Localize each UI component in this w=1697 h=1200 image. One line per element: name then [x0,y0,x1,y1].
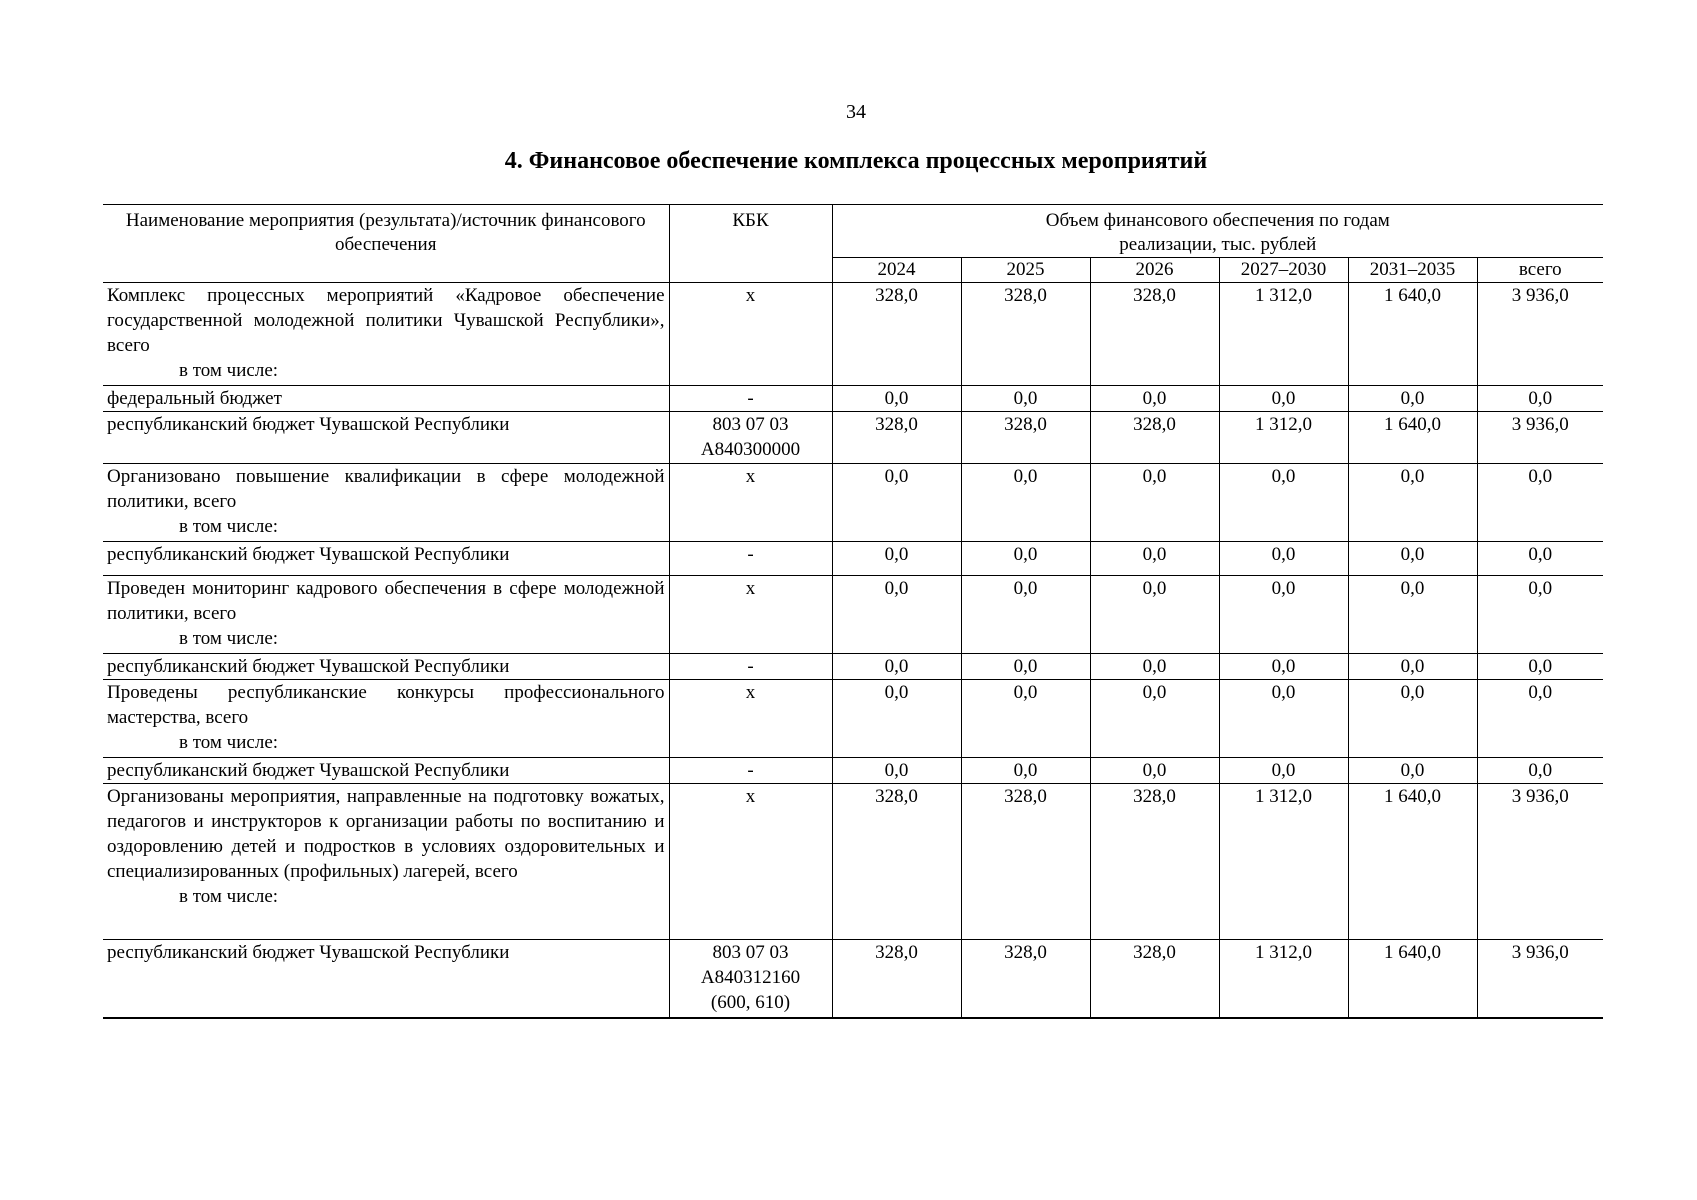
header-name: Наименование мероприятия (результата)/источник финансового обеспечения [103,205,669,283]
row-value: 1 312,0 [1219,412,1348,464]
row-value: 0,0 [1348,464,1477,542]
row-value: 0,0 [1090,542,1219,576]
table-row [103,283,1603,386]
row-kbk: х [669,576,832,654]
row-value: 328,0 [1090,412,1219,464]
row-name [103,680,669,758]
row-value: 0,0 [961,386,1090,412]
table-row [103,940,1603,1018]
row-value: 0,0 [1090,386,1219,412]
header-year: 2026 [1090,258,1219,283]
row-name [103,464,669,542]
row-value: 328,0 [1090,283,1219,386]
row-value: 1 640,0 [1348,283,1477,386]
row-subtitle: в том числе: [179,360,279,381]
row-name-text: Проведен мониторинг кадрового обеспечения в сфере молодежной политики, всего [107,578,665,624]
row-value: 0,0 [1348,386,1477,412]
row-value-total: 0,0 [1477,654,1603,680]
row-value: 0,0 [961,680,1090,758]
row-value-total: 0,0 [1477,542,1603,576]
table-row [103,386,1603,412]
row-kbk: 803 07 03 А840300000 [669,412,832,464]
row-kbk: 803 07 03 А840312160 (600, 610) [669,940,832,1018]
row-value: 0,0 [1348,576,1477,654]
row-value: 0,0 [1219,654,1348,680]
row-value: 328,0 [832,784,961,940]
row-value: 0,0 [1348,758,1477,784]
row-kbk: - [669,386,832,412]
row-value: 0,0 [961,654,1090,680]
row-value: 0,0 [1090,654,1219,680]
row-value: 328,0 [961,412,1090,464]
header-year: 2024 [832,258,961,283]
row-kbk: х [669,784,832,940]
row-name: республиканский бюджет Чувашской Республики [103,412,669,464]
row-value: 1 312,0 [1219,283,1348,386]
header-volume: Объем финансового обеспечения по годам реализации, тыс. рублей [832,205,1603,258]
row-value: 1 640,0 [1348,412,1477,464]
row-value: 0,0 [1348,680,1477,758]
row-value-total: 3 936,0 [1477,283,1603,386]
row-value: 328,0 [832,412,961,464]
row-kbk: х [669,283,832,386]
row-value: 0,0 [1090,758,1219,784]
row-value: 0,0 [832,680,961,758]
header-year: 2027–2030 [1219,258,1348,283]
row-kbk: х [669,464,832,542]
row-value-total: 3 936,0 [1477,784,1603,940]
row-value: 328,0 [1090,940,1219,1018]
table-row [103,784,1603,940]
row-kbk: х [669,680,832,758]
row-name: федеральный бюджет [103,386,669,412]
row-name-text: Комплекс процессных мероприятий «Кадровое обеспечение государственной молодежной политики Чувашской Республики», всего [107,285,665,356]
row-value: 328,0 [961,940,1090,1018]
row-value: 0,0 [1219,758,1348,784]
row-value: 0,0 [961,464,1090,542]
header-year-total: всего [1477,258,1603,283]
row-name: республиканский бюджет Чувашской Республики [103,940,669,1018]
row-subtitle: в том числе: [179,516,279,537]
row-kbk: - [669,758,832,784]
row-value: 0,0 [961,576,1090,654]
row-value: 1 312,0 [1219,784,1348,940]
table-row [103,542,1603,576]
row-value: 0,0 [832,758,961,784]
row-value: 328,0 [832,940,961,1018]
row-value: 0,0 [1090,576,1219,654]
row-value: 0,0 [1219,386,1348,412]
row-kbk: - [669,542,832,576]
row-value: 0,0 [1348,542,1477,576]
table-row [103,680,1603,758]
table-row [103,464,1603,542]
row-name: республиканский бюджет Чувашской Республики [103,542,669,576]
financing-table [103,204,1603,1019]
row-name-text: Организовано повышение квалификации в сфере молодежной политики, всего [107,466,665,512]
row-value: 328,0 [961,283,1090,386]
row-value: 328,0 [1090,784,1219,940]
row-value: 0,0 [1219,576,1348,654]
row-value: 0,0 [961,542,1090,576]
table-row [103,758,1603,784]
row-value: 0,0 [832,386,961,412]
row-name: республиканский бюджет Чувашской Республики [103,654,669,680]
row-name: республиканский бюджет Чувашской Республики [103,758,669,784]
row-subtitle: в том числе: [179,732,279,753]
row-value-total: 0,0 [1477,576,1603,654]
row-value-total: 3 936,0 [1477,412,1603,464]
row-value: 328,0 [832,283,961,386]
row-value-total: 0,0 [1477,386,1603,412]
row-value: 0,0 [1090,464,1219,542]
page-number: 34 [846,101,866,123]
row-name [103,576,669,654]
header-year: 2025 [961,258,1090,283]
row-value: 1 312,0 [1219,940,1348,1018]
table-row [103,412,1603,464]
row-value: 1 640,0 [1348,784,1477,940]
row-value: 0,0 [961,758,1090,784]
row-name [103,283,669,386]
row-value: 0,0 [832,654,961,680]
row-value: 328,0 [961,784,1090,940]
row-value: 1 640,0 [1348,940,1477,1018]
row-kbk: - [669,654,832,680]
row-value-total: 3 936,0 [1477,940,1603,1018]
table-row [103,654,1603,680]
row-value: 0,0 [1348,654,1477,680]
row-name [103,784,669,940]
row-value-total: 0,0 [1477,758,1603,784]
row-value-total: 0,0 [1477,464,1603,542]
row-value: 0,0 [832,542,961,576]
row-subtitle: в том числе: [179,886,279,907]
header-year: 2031–2035 [1348,258,1477,283]
row-name-text: Организованы мероприятия, направленные на подготовку вожатых, педагогов и инструкторов к организации работы по воспитанию и оздоровлению детей и подростков в условиях оздоровительных и специализированных (профильных) лагерей, всего [107,786,665,882]
row-value-total: 0,0 [1477,680,1603,758]
row-value: 0,0 [1219,542,1348,576]
row-value: 0,0 [1219,680,1348,758]
row-value: 0,0 [1219,464,1348,542]
table-row [103,576,1603,654]
row-subtitle: в том числе: [179,628,279,649]
document-title: 4. Финансовое обеспечение комплекса процессных мероприятий [504,148,1208,174]
row-value: 0,0 [832,464,961,542]
header-kbk: КБК [669,205,832,283]
row-value: 0,0 [832,576,961,654]
header-row [103,205,1603,258]
row-name-text: Проведены республиканские конкурсы профессионального мастерства, всего [107,682,665,728]
row-value: 0,0 [1090,680,1219,758]
